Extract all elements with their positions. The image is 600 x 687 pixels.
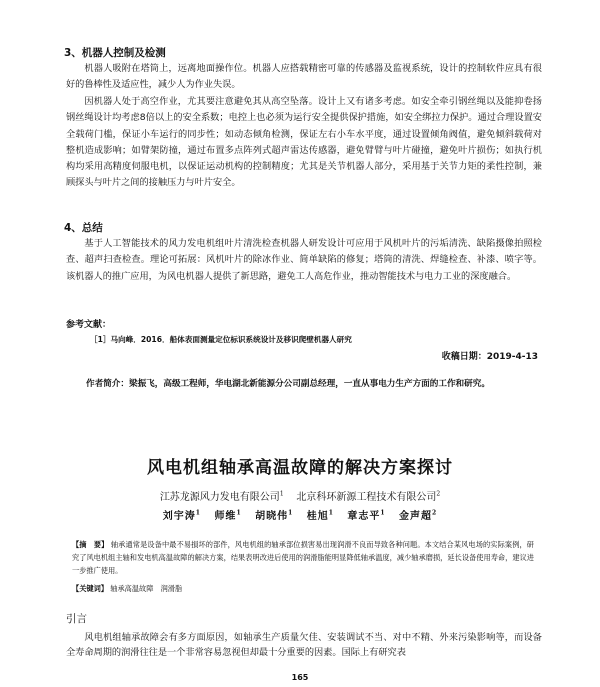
keywords-text: 轴承高温故障 润滑脂 <box>110 584 183 593</box>
author-sup: 1 <box>328 509 334 517</box>
author-name: 章志平 <box>347 511 381 522</box>
section-3-title: 3、机器人控制及检测 <box>64 47 166 59</box>
affiliation-2: 北京科环新源工程技术有限公司 <box>296 492 437 503</box>
affiliations <box>0 488 600 503</box>
keywords <box>72 584 182 594</box>
abstract-text: 轴承通常是设备中最不易損坏的部件，风电机组的轴承部位损害易出现润滑不良而导致各种问题。本文结合某风电场的实际案例，研究了风电机组主轴和发电机高温故障的解决方案，结果表明改进后使用的润滑脂能明显降低轴承温度，减少轴承磨损，延长设备使用寿命，建议进一步推广使用。 <box>72 540 534 575</box>
author-name: 金声超 <box>399 511 432 522</box>
section-4-title: 4、总结 <box>64 222 103 234</box>
affiliation-2-sup: 2 <box>436 490 441 498</box>
author-name: 胡晓伟 <box>255 511 289 522</box>
received-date: 收稿日期：2019-4-13 <box>441 352 538 362</box>
author-sup: 2 <box>432 509 438 517</box>
author-name: 桂旭 <box>306 511 329 522</box>
section-3-paragraph-2: 因机器人处于高空作业，尤其要注意避免其从高空坠落。设计上又有诸多考虑。如安全牵引钢丝绳以及能抑卷扬钢丝绳设计均考虑8倍以上的安全系数；电控上也必须为运行安全提供保护措施，如安全绑拉力保护。通过合理设置安全载荷门槛，保证小车运行的同步性；如动态倾角检测，保证左右小车水平度，通过设置倾角阀值，避免倾斜载荷对整机造成影响；如臂架防撞，通过布置多点阵列式超声雷达传感器，避免臂臂与叶片碰撞，避免叶片损伤；如执行机构均采用高精度伺服电机，以保证运动机构的控制精度；尤其是关节机器人部分，采用基于关节力矩的柔性控制，兼顾探头与叶片之间的接触压力与叶片安全。 <box>66 96 542 189</box>
author-introduction: 作者简介：梁振飞，高级工程师，华电湖北新能源分公司副总经理，一直从事电力生产方面的工作和研究。 <box>86 379 490 389</box>
author-names <box>0 507 600 522</box>
section-3-paragraph-1: 机器人吸附在塔筒上，远离地面操作位。机器人应搭载精密可靠的传感器及监视系统，设计的控制软件应具有很好的鲁棒性及适应性，减少人为作业失误。 <box>66 63 542 91</box>
author-sup: 1 <box>380 509 386 517</box>
affiliation-1: 江苏龙源风力发电有限公司 <box>159 492 280 503</box>
author-name: 刘宇涛 <box>162 511 196 522</box>
author-sup: 1 <box>195 509 201 517</box>
author-sup: 1 <box>288 509 294 517</box>
reference-item: ［1］马向峰．2016．船体表面测量定位标识系统设计及移识爬壁机器人研究 <box>90 335 352 344</box>
keywords-label: 【关键词】 <box>72 584 108 593</box>
references-label: 参考文献： <box>66 320 112 330</box>
affiliation-1-sup: 1 <box>279 490 284 498</box>
section-4-paragraph: 基于人工智能技术的风力发电机组叶片清洗检查机器人研发设计可应用于风机叶片的污垢清洗、缺陷摄像拍照检查、超声扫查检查。理论可拓展：风机叶片的除冰作业、简单缺陷的修复；塔筒的清洗、焊缝检查、补漆、喷字等。该机器人的推广应用，为风电机器人提供了新思路，避免工人高危作业，推动智能技术与电力工业的深度融合。 <box>66 238 542 282</box>
article-title: 风电机组轴承高温故障的解决方案探讨 <box>147 458 453 478</box>
page-number: 165 <box>291 673 309 682</box>
abstract <box>72 538 534 577</box>
author-name: 师维 <box>214 511 237 522</box>
abstract-label: 【摘 要】 <box>72 540 109 549</box>
introduction-title: 引言 <box>66 613 87 625</box>
introduction-paragraph: 风电机组轴承故障会有多方面原因，如轴承生产质量欠佳、安装调试不当、对中不精、外来污染影响等，而设备全寿命周期的润滑往往是一个非常容易忽视但却最十分重要的因素。国际上有研究表 <box>66 632 542 658</box>
author-sup: 1 <box>236 509 242 517</box>
